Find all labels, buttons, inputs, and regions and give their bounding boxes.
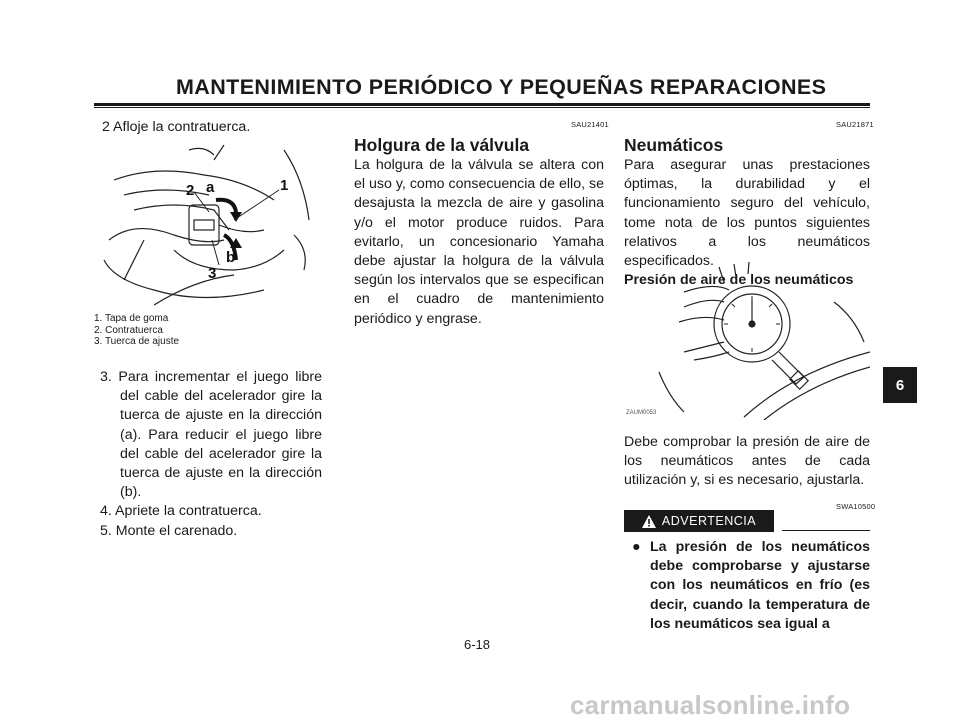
tires-body: Para asegurar unas prestaciones óptimas, la durabilidad y el funcionamiento seguro del vehículo, tome nota de los puntos siguientes relativos a los neumáticos especificados.: [624, 157, 870, 270]
step-3: 3. Para incrementar el juego libre del cable del acelerador gire la tuerca de ajuste en la dirección (a). Para reducir el juego libre del cable del acelerador gire la tuerca de ajuste en la dirección (b).: [100, 369, 322, 501]
caption-3: 3. Tuerca de ajuste: [94, 336, 180, 347]
left-steps: [94, 368, 322, 541]
warning-code: SWA10500: [836, 502, 876, 511]
valve-body: La holgura de la válvula se altera con el uso y, como consecuencia de ello, se desajusta la mezcla de aire y gasolina y/o el motor produce ruidos. Para evitarlo, un concesionario Yamaha debe ajustar la holgura de la válvula según los intervalos que se especifican en el cuadro de mantenimiento periódico y engrase.: [354, 157, 604, 327]
tires-heading: Neumáticos: [624, 135, 724, 155]
warning-triangle-icon: [642, 515, 656, 528]
bullet-dot: ●: [632, 539, 641, 555]
step-4: 4. Apriete la contratuerca.: [100, 503, 262, 520]
section-code-valve: SAU21401: [571, 120, 609, 129]
figure-label-3: 3: [208, 265, 217, 282]
step-5: 5. Monte el carenado.: [100, 522, 238, 539]
tire-check-body: Debe comprobar la presión de aire de los neumáticos antes de cada utilización y, si es necesario, ajustarla.: [624, 434, 870, 489]
left-column: [94, 118, 322, 137]
figure-label-a: a: [206, 179, 215, 196]
warning-label-box: [624, 510, 774, 532]
watermark: carmanualsonline.info: [570, 690, 851, 720]
step-2: 2 Afloje la contratuerca.: [102, 119, 251, 135]
warning-bullet-text: La presión de los neumáticos debe comprobarse y ajustarse con los neumáticos en frío (es decir, cuando la temperatura de los neumáticos sea igual a: [650, 539, 870, 632]
warning-rule: [782, 530, 870, 531]
warning-label: ADVERTENCIA: [661, 514, 757, 528]
section-code-tires: SAU21871: [836, 120, 874, 129]
warning-banner: [624, 510, 870, 532]
figure-captions: [94, 313, 179, 348]
tire-check-text: [624, 433, 870, 491]
figure-label-2: 2: [186, 182, 195, 199]
valve-heading: Holgura de la válvula: [354, 135, 530, 155]
caption-1: 1. Tapa de goma: [94, 313, 169, 324]
figure-label-b: b: [226, 249, 236, 266]
header-rule: [94, 103, 870, 106]
warning-bullet: [630, 538, 870, 634]
page-number: 6-18: [464, 637, 491, 652]
caption-2: 2. Contratuerca: [94, 324, 163, 336]
page-header-title: MANTENIMIENTO PERIÓDICO Y PEQUEÑAS REPARACIONES: [176, 75, 827, 99]
chapter-tab: 6: [883, 367, 917, 403]
tire-gauge-figure: [624, 262, 870, 420]
header-rule-thin: [94, 107, 870, 108]
figure-label-1: 1: [280, 177, 289, 194]
figure-code: ZAUM0053: [626, 410, 657, 416]
tire-pressure-subheading: Presión de aire de los neumáticos: [624, 272, 854, 289]
throttle-cable-figure: [94, 140, 324, 310]
middle-column: [354, 134, 604, 329]
